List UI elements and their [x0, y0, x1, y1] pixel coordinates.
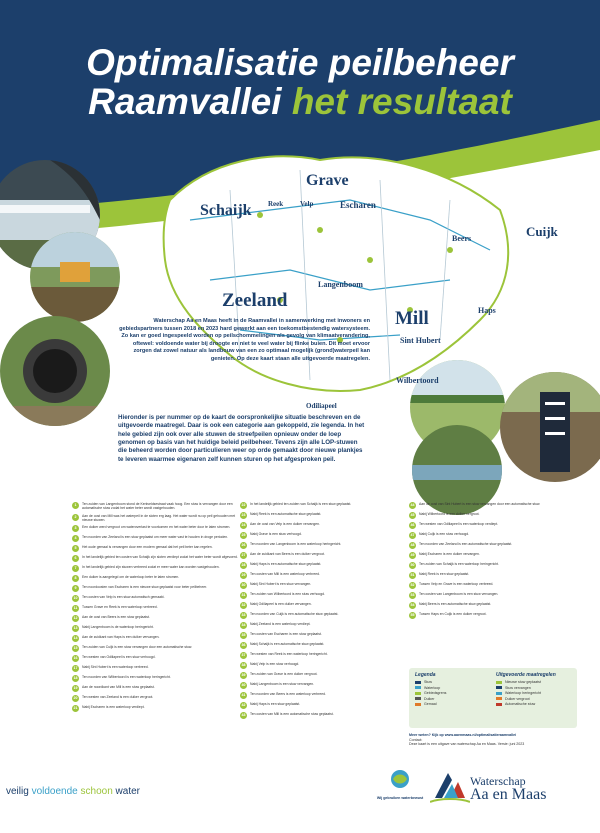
measure-text: In het landelijk gebied ten zuiden van Schaijk is een stuw geplaatst. — [250, 502, 352, 506]
measure-number-badge: 53 — [410, 593, 415, 598]
more-info-contact: Contact: — [409, 737, 423, 742]
measure-item — [72, 525, 244, 532]
org-line2: Aa en Maas — [470, 786, 547, 803]
measure-number-badge: 32 — [241, 603, 246, 608]
legend-item — [415, 680, 490, 684]
title-line2 — [0, 80, 600, 122]
measure-number-badge: 13 — [73, 626, 78, 631]
measure-item — [409, 582, 577, 589]
measure-text: Nabij Grave is een stuw verhoogd. — [250, 532, 302, 536]
measure-item — [72, 555, 244, 562]
measure-number-badge: 15 — [73, 646, 78, 651]
measure-item — [240, 632, 412, 639]
small-logo — [380, 768, 420, 798]
measure-item — [409, 542, 577, 549]
measure-number-badge: 38 — [241, 663, 246, 668]
measure-item — [72, 645, 244, 652]
measure-text: Nabij Haps is een stuw geplaatst. — [250, 702, 301, 706]
measure-text: Ten zuiden van Grave is een duiker vergroot. — [250, 672, 318, 676]
measure-item — [409, 532, 577, 539]
measure-text: Aan de zuidkant van Haps is een duiker vervangen. — [82, 635, 160, 639]
measure-text: Ten zuiden van Cuijk is een stuw vervangen door een automatische stuw. — [82, 645, 193, 649]
measure-item — [72, 585, 244, 592]
measure-text: Ten zuiden van Schaijk is een waterloop heringericht. — [419, 562, 499, 566]
measure-item — [409, 602, 577, 609]
legend-label: Duiker — [424, 696, 435, 701]
measure-number-badge: 48 — [410, 543, 415, 548]
title-line2-part1: Raamvallei — [88, 80, 282, 122]
measure-item — [240, 682, 412, 689]
measure-item — [240, 532, 412, 539]
measure-number-badge: 30 — [241, 583, 246, 588]
measures-list-col1 — [72, 502, 244, 715]
measure-number-badge: 8 — [72, 575, 79, 582]
measure-item — [409, 502, 577, 509]
town-label: Zeeland — [222, 290, 288, 311]
measure-item — [240, 602, 412, 609]
measure-text: Ten zuiden van Langenboom stond de Kerkveldsestraat vaak hoog. Een stuw is vervangen door een automatische stuw zodat het water beter wordt vastgehouden. — [82, 502, 233, 511]
measure-number-badge: 19 — [73, 686, 78, 691]
measure-text: Het oude gemaal is vervangen door een modern gemaal dat het peil beter kan regelen. — [82, 545, 213, 549]
measure-number-badge: 16 — [73, 656, 78, 661]
measure-number-badge: 14 — [73, 636, 78, 641]
measure-text: Nabij Sint Hubert is een stuw vervangen. — [250, 582, 312, 586]
measure-text: Nabij Reek is een stuw geplaatst. — [419, 572, 470, 576]
measure-item — [72, 575, 244, 582]
measure-number-badge: 50 — [410, 563, 415, 568]
measure-number-badge: 46 — [410, 523, 415, 528]
more-info-text: Deze kaart is een uitgave van waterschap Aa en Maas. Versie: juni 2023 — [409, 742, 525, 747]
measure-item — [240, 612, 412, 619]
legend-label: Waterloop heringericht — [505, 691, 542, 695]
legend-item — [415, 702, 490, 706]
measure-text: Ten westen van Odiliapeel is een waterloop verdiept. — [419, 522, 499, 526]
measure-number-badge: 5 — [72, 545, 79, 552]
measure-number-badge: 52 — [410, 583, 415, 588]
tagline-word: schoon — [80, 786, 113, 797]
town-label: Sint Hubert — [400, 336, 441, 345]
measure-text: Ten noorden van Cuijk is een automatische stuw geplaatst. — [250, 612, 339, 616]
measure-text: Aan de noordkant van Mill is een stuw geplaatst. — [82, 685, 155, 689]
town-label: Langenboom — [318, 280, 363, 289]
legend-item — [496, 702, 571, 706]
measure-text: Ten noorden van Beers is een waterloop verbreed. — [250, 692, 326, 696]
legend-item — [415, 686, 490, 690]
measure-number-badge: 27 — [241, 553, 246, 558]
measure-item — [409, 512, 577, 519]
measure-text: Een duiker is aangelegd om de waterloop beter te laten stromen. — [82, 575, 180, 579]
legend-item — [415, 697, 490, 701]
town-label: Haps — [478, 306, 496, 315]
measure-item — [72, 595, 244, 602]
waterschap-logo-icon — [430, 768, 470, 808]
measure-text: Nabij Escharen is een duiker vervangen. — [419, 552, 480, 556]
measure-text: Een duiker werd vergroot om wateroverlast te voorkomen en het water beter door te laten stromen. — [82, 525, 231, 529]
measure-text: Nabij Langenboom is de waterloop heringericht. — [82, 625, 154, 629]
measure-number-badge: 33 — [241, 613, 246, 618]
legend-col-base — [415, 672, 490, 708]
measure-item — [240, 572, 412, 579]
measure-text: Nabij Odiliapeel is een duiker vervangen. — [250, 602, 312, 606]
measure-number-badge: 35 — [241, 633, 246, 638]
measure-item — [72, 535, 244, 542]
measure-number-badge: 47 — [410, 533, 415, 538]
legend-swatch — [496, 686, 502, 689]
measure-text: Nabij Cuijk is een stuw verhoogd. — [419, 532, 470, 536]
measure-number-badge: 20 — [73, 696, 78, 701]
more-info — [409, 733, 577, 747]
legend-item — [496, 680, 571, 684]
measure-item — [409, 572, 577, 579]
intro-measures-paragraph: Hieronder is per nummer op de kaart de oorspronkelijke situatie beschreven en de uitgevoerde maatregel. Daar is ook een categorie aan gekoppeld, zie legenda. In het hele gebied zijn ook over alle stuwen de streefpeilen opnieuw onder de loep genomen op basis van het huidige beleid peilbeheer. Tevens zijn alle LOP-stuwen die beheerd worden door particulieren weer op orde gemaakt door nieuwe plankjes te leveren waarmee eigenaren zelf kunnen sturen op het afgesproken peil. — [118, 414, 365, 463]
measure-number-badge: 22 — [241, 503, 246, 508]
measure-number-badge: 9 — [72, 585, 79, 592]
measure-text: Aan de oost van Velp is een duiker vervangen. — [250, 522, 320, 526]
town-label: Beers — [452, 234, 472, 243]
legend — [409, 668, 577, 728]
measure-number-badge: 2 — [72, 514, 79, 521]
measure-item — [240, 702, 412, 709]
town-label: Escharen — [340, 200, 376, 210]
legend-label: Duiker vergroot — [505, 696, 530, 701]
measure-number-badge: 51 — [410, 573, 415, 578]
measure-text: Aan de zuidkant van Beers is een duiker vergroot. — [250, 552, 326, 556]
measure-text: Ten westen van Reek is een waterloop heringericht. — [250, 652, 328, 656]
town-label: Reek — [268, 200, 284, 208]
legend-label: Stuw — [424, 680, 432, 684]
photo-culvert — [0, 316, 110, 426]
measure-text: Ten oosten van Velp is een stuw automatisch gemaakt. — [82, 595, 165, 599]
measure-text: Ten oosten van Langenboom is een stuw vervangen. — [419, 592, 499, 596]
measure-text: Nabij Reek is een automatische stuw geplaatst. — [250, 512, 322, 516]
measure-text: Tussen Velp en Grave is een waterloop verbreed. — [419, 582, 494, 586]
measure-item — [72, 565, 244, 572]
legend-title-measures: Uitgevoerde maatregelen — [496, 672, 556, 678]
measure-item — [72, 605, 244, 612]
measure-text: Aan de oost van Beers is een stuw geplaatst. — [82, 615, 150, 619]
measure-text: Ten westen van Odiliapeel is een stuw verhoogd. — [82, 655, 156, 659]
measure-text: Ten zuiden van Wilbertoord is een stuw verhoogd. — [250, 592, 326, 596]
measure-number-badge: 36 — [241, 643, 246, 648]
measure-number-badge: 11 — [73, 606, 78, 611]
measure-text: Ten oosten van Mill is een waterloop verbreed. — [250, 572, 320, 576]
legend-label: Nieuwe stuw geplaatst — [505, 680, 541, 684]
legend-swatch — [415, 703, 421, 706]
legend-swatch — [415, 692, 421, 695]
measure-text: Aan de oost van Mill was het waterpeil in de sloten erg laag. Het water wordt nu op peil gehouden met nieuwe stuwen. — [82, 513, 236, 522]
town-label: Mill — [395, 308, 429, 329]
measure-number-badge: 49 — [410, 553, 415, 558]
measure-number-badge: 7 — [72, 565, 79, 572]
measure-text: Nabij Wilbertoord is een duiker vergroot. — [419, 512, 480, 516]
measure-item — [72, 502, 244, 511]
town-label: Schaijk — [200, 202, 252, 219]
measure-item — [72, 625, 244, 632]
measure-number-badge: 1 — [72, 502, 79, 509]
measures-list-col2 — [240, 502, 412, 722]
measure-number-badge: 21 — [73, 706, 78, 711]
legend-swatch — [415, 686, 421, 689]
measure-number-badge: 6 — [72, 555, 79, 562]
measure-item — [240, 502, 412, 509]
measure-text: Nabij Velp is een stuw verhoogd. — [250, 662, 300, 666]
measure-number-badge: 39 — [241, 673, 246, 678]
organization-name — [470, 775, 546, 803]
legend-label: Stuw vervangen — [505, 685, 531, 690]
measure-item — [409, 552, 577, 559]
measure-number-badge: 23 — [241, 513, 246, 518]
measure-item — [72, 675, 244, 682]
legend-item — [496, 691, 571, 695]
measure-item — [409, 562, 577, 569]
measure-text: In het landelijk gebied zijn stuwen verbreed zodat er meer water kan worden vastgehouden. — [82, 565, 220, 569]
measure-text: Nabij Zeeland is een waterloop verdiept. — [250, 622, 311, 626]
town-label: Grave — [306, 172, 349, 189]
legend-swatch — [496, 692, 502, 695]
title-line1: Optimalisatie peilbeheer — [86, 42, 514, 83]
tagline-word: voldoende — [31, 786, 78, 797]
measure-text: Nabij Beers is een automatische stuw geplaatst. — [419, 602, 492, 606]
intro-paragraph: Waterschap Aa en Maas heeft in de Raamvallei in samenwerking met inwoners en gebiedspartners tussen 2018 en 2023 hard gewerkt aan een toekomstbestendig watersysteem. Zo kan er goed ingespeeld worden op peilschommelingen als gevolg van klimaatverandering, oftewel: voldoende water bij droogte en niet te veel water bij flinke buien. Dit moet ervoor zorgen dat zowel natuur als landbouw van een zo optimaal mogelijk (grond)waterpeil kan genieten. Op deze kaart staan alle uitgevoerde maatregelen. — [119, 318, 370, 362]
measure-number-badge: 44 — [410, 503, 415, 508]
measure-number-badge: 41 — [241, 693, 246, 698]
org-line1: Waterschap — [470, 774, 526, 788]
legend-item — [496, 686, 571, 690]
measure-item — [240, 642, 412, 649]
measure-number-badge: 45 — [410, 513, 415, 518]
legend-swatch — [496, 697, 502, 700]
measure-text: Ten oosten van Mill is een automatische stuw geplaatst. — [250, 712, 334, 716]
legend-swatch — [496, 703, 502, 706]
measure-number-badge: 18 — [73, 676, 78, 681]
measure-item — [72, 695, 244, 702]
measure-text: Tussen Grave en Reek is een waterloop verbreed. — [82, 605, 158, 609]
measure-item — [72, 665, 244, 672]
tagline-word: veilig — [6, 786, 29, 797]
legend-swatch — [496, 681, 502, 684]
measure-number-badge: 12 — [73, 616, 78, 621]
measure-item — [240, 552, 412, 559]
small-logo-text: Wij gebruiken waterbewust — [376, 796, 424, 800]
measure-item — [240, 662, 412, 669]
measure-number-badge: 37 — [241, 653, 246, 658]
measure-number-badge: 28 — [241, 563, 246, 568]
measure-item — [409, 592, 577, 599]
measure-text: Ten oosten van Escharen is een stuw geplaatst. — [250, 632, 322, 636]
measure-text: In het landelijk gebied ten oosten van Schaijk zijn sloten verdiept zodat het water beter wordt afgevoerd. — [82, 555, 238, 559]
measure-item — [240, 582, 412, 589]
measure-number-badge: 43 — [241, 713, 246, 718]
measure-item — [72, 705, 244, 712]
measure-number-badge: 4 — [72, 535, 79, 542]
measure-number-badge: 42 — [241, 703, 246, 708]
measure-text: Ten noorden van Wilbertoord is een waterloop heringericht. — [82, 675, 171, 679]
legend-title: Legenda — [415, 672, 436, 678]
legend-item — [496, 697, 571, 701]
measure-number-badge: 24 — [241, 523, 246, 528]
legend-item — [415, 691, 490, 695]
measure-text: Tussen Haps en Cuijk is een duiker vergroot. — [419, 612, 487, 616]
measure-text: Nabij Langenboom is een stuw vervangen. — [250, 682, 315, 686]
measure-item — [72, 635, 244, 642]
measure-text: Nabij Schaijk is een automatische stuw geplaatst. — [250, 642, 325, 646]
measure-number-badge: 34 — [241, 623, 246, 628]
tagline — [6, 786, 140, 797]
title-line2-part2: het resultaat — [291, 80, 512, 122]
poster-title — [0, 44, 600, 122]
legend-label: Gemaal — [424, 702, 437, 706]
measure-item — [240, 512, 412, 519]
measure-item — [240, 522, 412, 529]
measure-item — [72, 615, 244, 622]
measure-item — [240, 692, 412, 699]
measure-item — [240, 652, 412, 659]
measure-text: Nabij Sint Hubert is een waterloop verbreed. — [82, 665, 149, 669]
town-label: Cuijk — [526, 224, 558, 239]
town-label: Wilbertoord — [396, 376, 439, 385]
photo-excavator — [30, 232, 120, 322]
measure-text: Ten noorden van Zeeland is een automatische stuw geplaatst. — [419, 542, 513, 546]
legend-col-measures — [496, 672, 571, 708]
measure-number-badge: 3 — [72, 525, 79, 532]
tagline-word: water — [115, 786, 140, 797]
measure-item — [240, 622, 412, 629]
measure-text: Nabij Haps is een automatische stuw geplaatst. — [250, 562, 322, 566]
measure-text: Ten westen van Zeeland is een duiker vergroot. — [82, 695, 154, 699]
measure-number-badge: 10 — [73, 596, 78, 601]
measure-text: Ten noorden van Langenboom is een waterloop heringericht. — [250, 542, 342, 546]
measure-number-badge: 29 — [241, 573, 246, 578]
measure-item — [409, 612, 577, 619]
measure-number-badge: 17 — [73, 666, 78, 671]
measure-item — [72, 545, 244, 552]
measure-number-badge: 55 — [410, 613, 415, 618]
measure-text: Aan de oost van Sint Hubert is een stuw vervangen door een automatische stuw. — [419, 502, 541, 506]
legend-label: Automatische stuw — [505, 702, 536, 706]
measure-number-badge: 31 — [241, 593, 246, 598]
measure-item — [240, 562, 412, 569]
legend-label: Waterloop — [424, 685, 441, 690]
measure-item — [240, 542, 412, 549]
measure-text: Ten noordoosten van Escharen is een nieuwe stuw geplaatst voor beter peilbeheer. — [82, 585, 207, 589]
measure-item — [409, 522, 577, 529]
measure-item — [72, 685, 244, 692]
more-info-title: Meer weten? Kijk op www.aaenmaas.nl/optimalisatieraamvallei — [409, 733, 517, 737]
measure-item — [240, 712, 412, 719]
measure-text: Ten noorden van Zeeland is een stuw geplaatst om meer water vast te houden in droge perioden. — [82, 535, 229, 539]
legend-swatch — [415, 697, 421, 700]
measure-text: Nabij Escharen is een waterloop verdiept. — [82, 705, 145, 709]
measure-item — [72, 514, 244, 523]
measure-number-badge: 54 — [410, 603, 415, 608]
measure-number-badge: 26 — [241, 543, 246, 548]
measure-number-badge: 40 — [241, 683, 246, 688]
legend-label: Gebiedsgrens — [424, 691, 447, 695]
measure-item — [240, 592, 412, 599]
measure-number-badge: 25 — [241, 533, 246, 538]
town-label: Odiliapeel — [306, 402, 337, 410]
measure-item — [240, 672, 412, 679]
measure-item — [72, 655, 244, 662]
measures-list-col3 — [409, 502, 577, 622]
town-label: Velp — [300, 200, 314, 208]
legend-swatch — [415, 681, 421, 684]
